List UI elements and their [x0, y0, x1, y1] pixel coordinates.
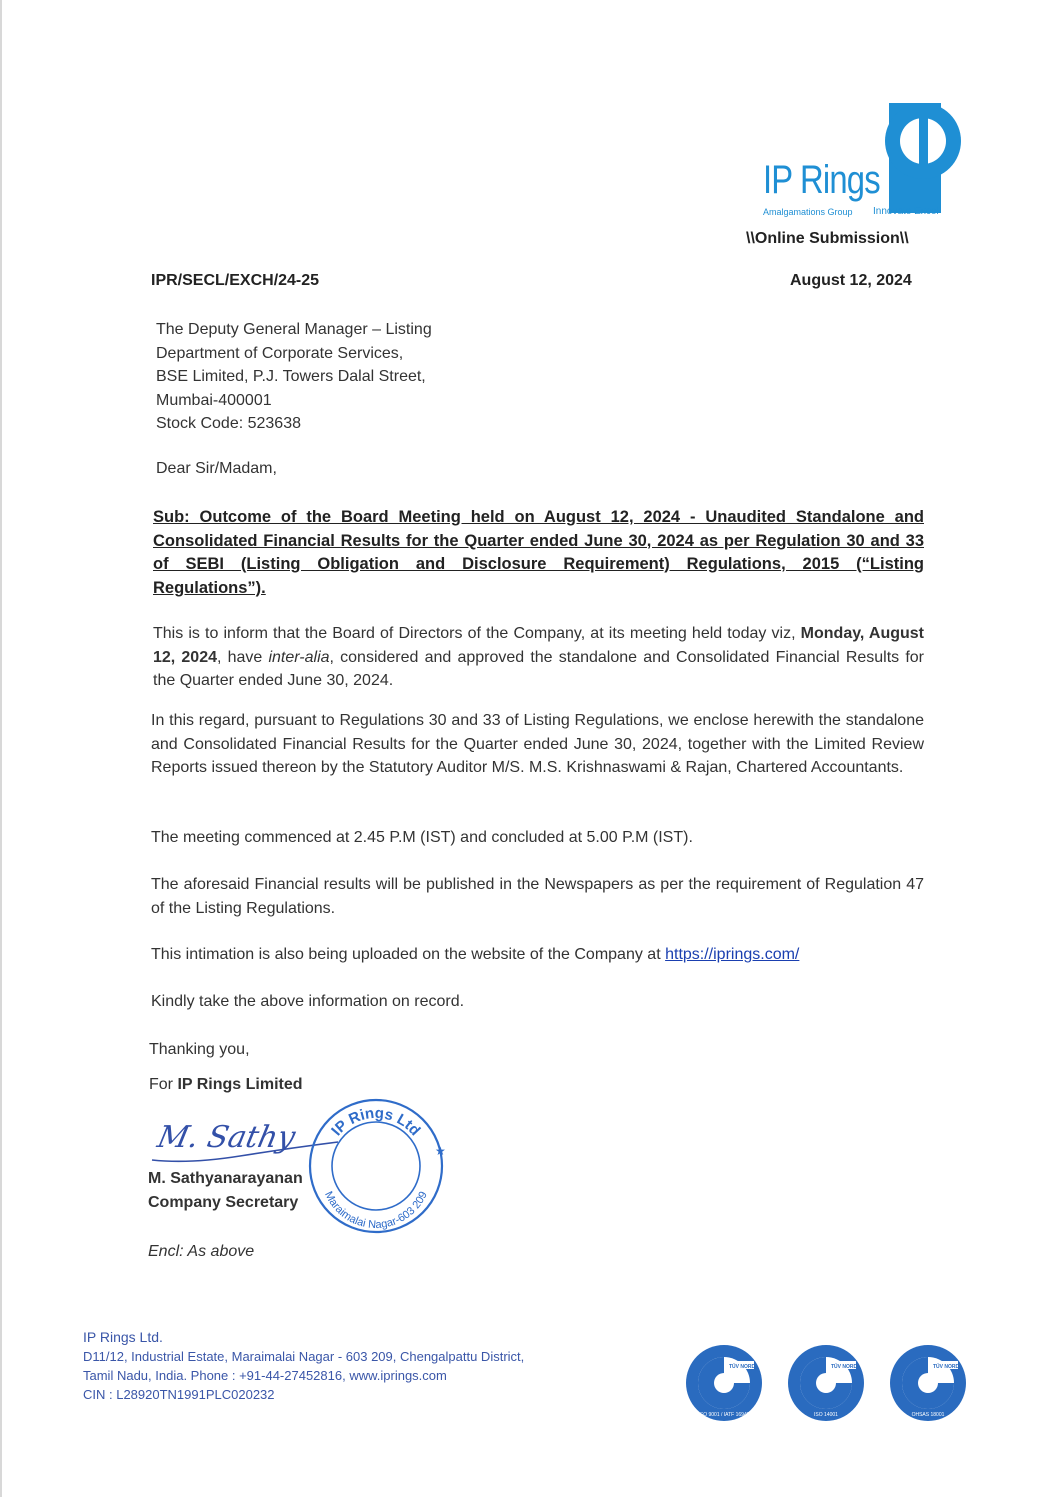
page-edge — [0, 0, 2, 1497]
salutation: Dear Sir/Madam, — [156, 460, 277, 477]
logo-tagline: Innovate Excel — [873, 206, 939, 217]
paragraph-record: Kindly take the above information on record. — [151, 993, 465, 1010]
enclosure-note: Encl: As above — [148, 1243, 255, 1260]
paragraph-meeting-time: The meeting commenced at 2.45 P.M (IST) and concluded at 5.00 P.M (IST). — [151, 829, 693, 846]
logo-group-text: Amalgamations Group — [763, 207, 853, 217]
online-submission-label: \\Online Submission\\ — [746, 230, 909, 247]
reference-number: IPR/SECL/EXCH/24-25 — [151, 272, 320, 289]
paragraph-enclosure: In this regard, pursuant to Regulations 30 and 33 of Listing Regulations, we enclose herewith the standalone and Consolidated Financial Results for the Quarter ended June 30, 2024, together with the Limited Review Reports issued thereon by the Statutory Auditor M/S. M.S. Krishnaswami & Rajan, Chartered Accountants. — [151, 712, 924, 776]
svg-text:IP Rings Ltd: IP Rings Ltd — [328, 1104, 424, 1140]
logo-brand-name: IP Rings — [763, 158, 880, 202]
subject-line: Sub: Outcome of the Board Meeting held on August 12, 2024 - Unaudited Standalone and Consolidated Financial Results for the Quarter ended June 30, 2024 as per Regulation 30 and 33 of SEBI (Listing Obligation and Disclosure Requirement) Regulations, 2015 (“Listing Regulations”). — [153, 508, 924, 597]
signatory-title: Company Secretary — [148, 1194, 299, 1211]
paragraph-board-approval: This is to inform that the Board of Directors of the Company, at its meeting held today viz, Monday, August 12, 2024, have inter-alia, considered and approved the standalone and Consolidated Financial Results for the Quarter ended June 30, 2024. — [153, 625, 925, 689]
recipient-address — [156, 318, 432, 436]
paragraph-publication: The aforesaid Financial results will be published in the Newspapers as per the requirement of Regulation 47 of the Listing Regulations. — [151, 876, 924, 917]
company-logo — [755, 96, 965, 224]
company-stamp — [305, 1095, 447, 1237]
address-line: BSE Limited, P.J. Towers Dalal Street, — [156, 368, 426, 385]
svg-text:ISO 14001: ISO 14001 — [814, 1412, 838, 1418]
stock-code: Stock Code: 523638 — [156, 415, 301, 432]
handwritten-signature: M. Sathy — [154, 1120, 299, 1155]
svg-text:★: ★ — [435, 1144, 446, 1158]
signatory-name: M. Sathyanarayanan — [148, 1170, 303, 1187]
meeting-date: Monday, August 12, 2024 — [153, 625, 925, 666]
tuv-nord-cert-icon — [888, 1343, 968, 1423]
footer-cin: CIN : L28920TN1991PLC020232 — [83, 1387, 275, 1402]
svg-text:TÜV NORD: TÜV NORD — [932, 1364, 960, 1370]
svg-text:TÜV NORD: TÜV NORD — [830, 1364, 858, 1370]
address-line: Mumbai-400001 — [156, 391, 272, 409]
closing-company: For IP Rings Limited — [149, 1076, 303, 1093]
address-line: The Deputy General Manager – Listing — [156, 321, 432, 338]
footer-company-name: IP Rings Ltd. — [83, 1329, 163, 1345]
company-seal-icon — [305, 1095, 447, 1237]
svg-text:Maraimalai Nagar-603 209: Maraimalai Nagar-603 209 — [322, 1189, 430, 1232]
footer-address — [83, 1328, 643, 1404]
certification-badges — [684, 1343, 974, 1423]
company-website-link[interactable]: https://iprings.com/ — [665, 946, 800, 963]
svg-text:ISO 9001 / IATF 16949: ISO 9001 / IATF 16949 — [698, 1412, 750, 1418]
footer-line: D11/12, Industrial Estate, Maraimalai Nagar - 603 209, Chengalpattu District, — [83, 1349, 525, 1364]
paragraph-website: This intimation is also being uploaded on the website of the Company at https://iprings.com/ — [151, 946, 800, 963]
tuv-nord-cert-icon — [684, 1343, 764, 1423]
svg-text:OHSAS 18001: OHSAS 18001 — [911, 1412, 945, 1418]
address-line: Department of Corporate Services, — [156, 344, 404, 362]
svg-text:TÜV NORD: TÜV NORD — [728, 1364, 756, 1370]
closing-thanks: Thanking you, — [149, 1041, 250, 1058]
footer-line: Tamil Nadu, India. Phone : +91-44-27452816, www.iprings.com — [83, 1368, 447, 1383]
letter-date: August 12, 2024 — [790, 272, 912, 289]
tuv-nord-cert-icon — [786, 1343, 866, 1423]
